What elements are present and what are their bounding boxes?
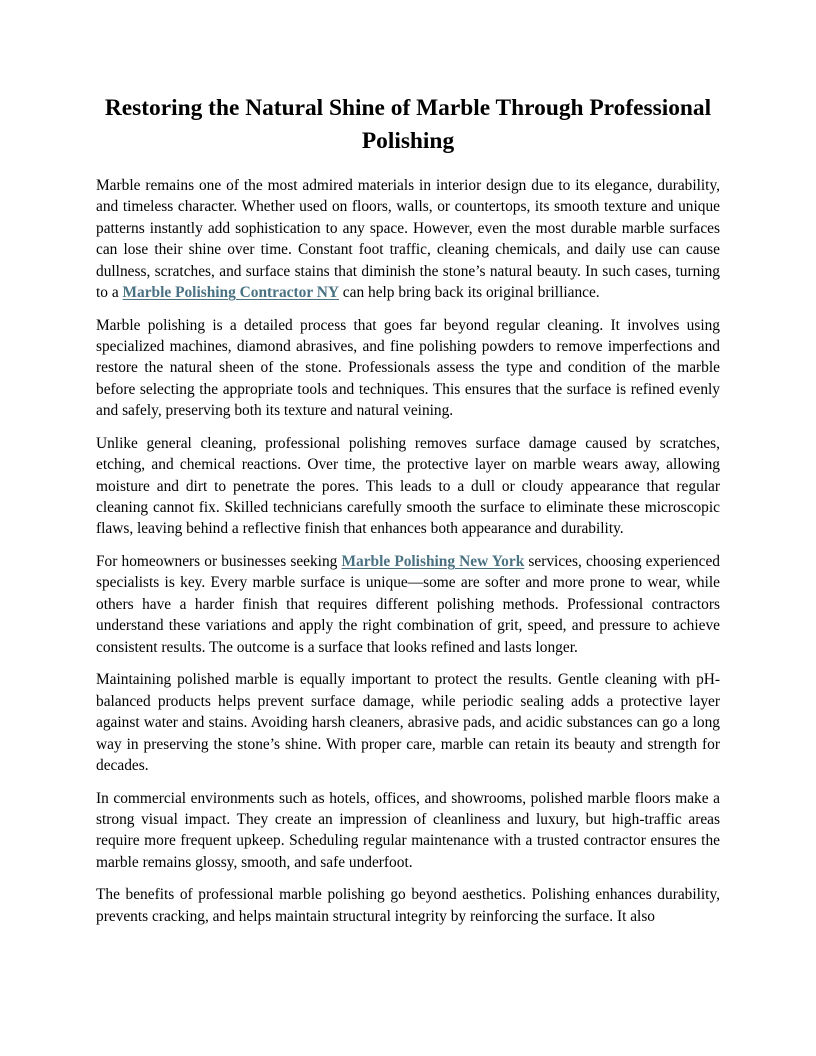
paragraph-text: For homeowners or businesses seeking [96,553,342,571]
marble-polishing-new-york-link[interactable]: Marble Polishing New York [341,553,525,571]
paragraph-benefits: The benefits of professional marble polishing go beyond aesthetics. Polishing enhances durability, prevents cracking, and helps maintain structural integrity by reinforcing the surface. It also [96,886,720,925]
paragraph-maintenance: Maintaining polished marble is equally important to protect the results. Gentle cleaning with pH-balanced products helps prevent surface damage, while periodic sealing adds a protective layer against water and stains. Avoiding harsh cleaners, abrasive pads, and acidic substances can go a long way in preserving the stone’s shine. With proper care, marble can retain its beauty and strength for decades. [96,671,720,774]
document-title: Restoring the Natural Shine of Marble Through Professional Polishing [104,95,712,154]
paragraph-specialists [96,551,720,658]
paragraph-commercial: In commercial environments such as hotels, offices, and showrooms, polished marble floors make a strong visual impact. They create an impression of cleanliness and luxury, but high-traffic areas require more frequent upkeep. Scheduling regular maintenance with a trusted contractor ensures the marble remains glossy, smooth, and safe underfoot. [96,789,720,871]
paragraph-text: can help bring back its original brilliance. [338,284,600,302]
paragraph-text: services, choosing experienced specialists is key. Every marble surface is unique—some are softer and more prone to wear, while others have a harder finish that requires different polishing methods. Professional contractors understand these variations and apply the right combination of grit, speed, and pressure to achieve consistent results. The outcome is a surface that looks refined and lasts longer. [96,553,720,656]
paragraph-cleaning-difference: Unlike general cleaning, professional polishing removes surface damage caused by scratches, etching, and chemical reactions. Over time, the protective layer on marble wears away, allowing moisture and dirt to penetrate the pores. This leads to a dull or cloudy appearance that regular cleaning cannot fix. Skilled technicians carefully smooth the surface to eliminate these microscopic flaws, leaving behind a reflective finish that enhances both appearance and durability. [96,434,720,538]
paragraph-intro [96,175,720,303]
paragraph-process: Marble polishing is a detailed process that goes far beyond regular cleaning. It involves using specialized machines, diamond abrasives, and fine polishing powders to remove imperfections and restore the natural sheen of the stone. Professionals assess the type and condition of the marble before selecting the appropriate tools and techniques. This ensures that the surface is refined evenly and safely, preserving both its texture and natural veining. [96,316,720,420]
paragraph-text: Marble remains one of the most admired materials in interior design due to its elegance, durability, and timeless character. Whether used on floors, walls, or countertops, its smooth texture and unique patterns instantly add sophistication to any space. However, even the most durable marble surfaces can lose their shine over time. Constant foot traffic, cleaning chemicals, and daily use can cause dullness, scratches, and surface stains that diminish the stone’s natural beauty. In such cases, turning to a [96,177,720,302]
marble-polishing-contractor-ny-link[interactable]: Marble Polishing Contractor NY [122,284,339,302]
document-body [96,175,720,938]
